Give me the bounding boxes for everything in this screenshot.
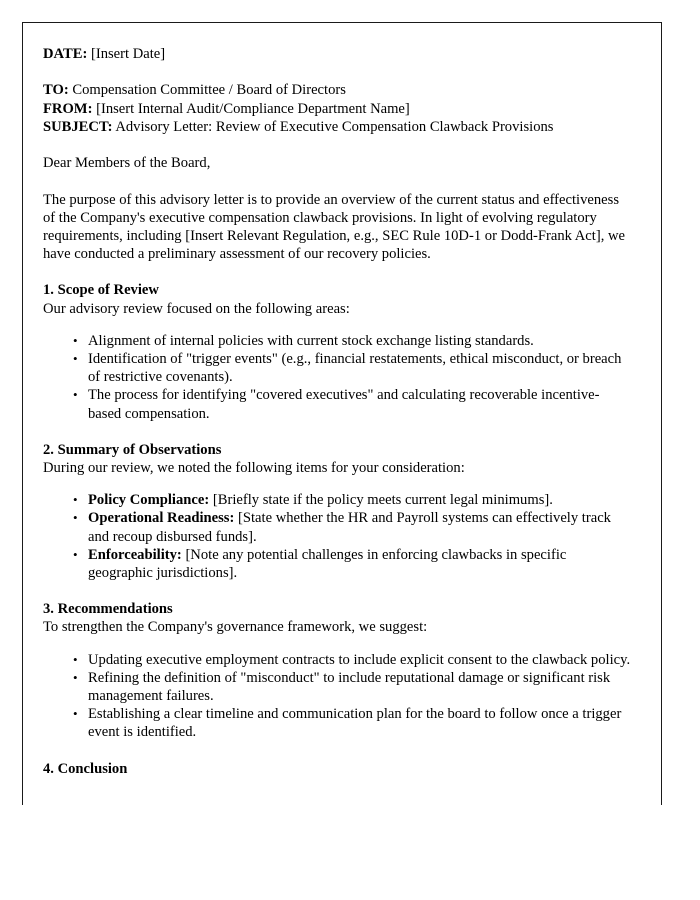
section-heading: 1. Scope of Review [43, 282, 159, 299]
bullet-item [43, 491, 631, 509]
subject-line [43, 118, 631, 136]
document-page [22, 22, 662, 805]
subject-value: Advisory Letter: Review of Executive Compensation Clawback Provisions [115, 118, 554, 135]
section-heading: 2. Summary of Observations [43, 441, 222, 458]
bullet-item [43, 509, 631, 545]
bullet-text: [Briefly state if the policy meets current legal minimums]. [212, 492, 553, 509]
section-heading: 4. Conclusion [43, 760, 128, 777]
bullet-text: Establishing a clear timeline and communication plan for the board to follow once a trigger event is identified. [88, 706, 622, 741]
section-intro: Our advisory review focused on the following areas: [43, 300, 350, 317]
to-line [43, 81, 631, 99]
to-value: Compensation Committee / Board of Directors [72, 82, 346, 99]
bullet-term: Enforceability: [88, 546, 182, 563]
from-label: FROM: [43, 100, 93, 117]
from-line [43, 100, 631, 118]
document-section [43, 600, 631, 741]
date-line [43, 45, 631, 63]
to-label: TO: [43, 82, 69, 99]
bullet-text: Refining the definition of "misconduct" to include reputational damage or significant risk management failures. [88, 669, 611, 705]
bullet-item [43, 705, 631, 741]
spacer-after-date [43, 63, 631, 81]
bullet-text: [Note any potential challenges in enforcing clawbacks in specific geographic jurisdictions]. [88, 546, 567, 582]
section-heading: 3. Recommendations [43, 601, 173, 618]
bullet-text: Alignment of internal policies with current stock exchange listing standards. [88, 332, 534, 349]
section-intro: To strengthen the Company's governance framework, we suggest: [43, 619, 428, 636]
intro-paragraph: The purpose of this advisory letter is to provide an overview of the current status and effectiveness of the Company's executive compensation clawback provisions. In light of evolving regulatory requirements, including [Insert Relevant Regulation, e.g., SEC Rule 10D-1 or Dodd-Frank Act], we have conducted a preliminary assessment of our recovery policies. [43, 191, 626, 263]
document-section [43, 760, 631, 778]
spacer-after-salutation [43, 172, 631, 190]
from-value: [Insert Internal Audit/Compliance Department Name] [96, 100, 410, 117]
bullet-item [43, 669, 631, 705]
bullet-item [43, 332, 631, 350]
bullet-text: The process for identifying "covered executives" and calculating recoverable incentive-based compensation. [88, 387, 600, 422]
bullet-item [43, 386, 631, 422]
bullet-list [43, 491, 631, 582]
date-label: DATE: [43, 46, 88, 62]
bullet-text: Updating executive employment contracts to include explicit consent to the clawback policy. [88, 651, 631, 668]
document-section [43, 441, 631, 582]
bullet-list [43, 651, 631, 742]
sections-container [43, 281, 631, 777]
bullet-term: Policy Compliance: [88, 492, 210, 509]
bullet-item [43, 651, 631, 669]
section-intro: During our review, we noted the following items for your consideration: [43, 460, 465, 477]
bullet-text: Identification of "trigger events" (e.g., financial restatements, ethical misconduct, or breach of restrictive covenants). [88, 351, 622, 386]
date-value: [Insert Date] [90, 46, 166, 62]
document-body [23, 23, 661, 778]
bullet-term: Operational Readiness: [88, 510, 235, 527]
bullet-text: [State whether the HR and Payroll systems can effectively track and recoup disbursed funds]. [88, 510, 611, 545]
document-section [43, 281, 631, 422]
bullet-list [43, 332, 631, 423]
salutation: Dear Members of the Board, [43, 155, 211, 172]
spacer-after-header [43, 136, 631, 154]
bullet-item [43, 546, 631, 582]
bullet-item [43, 350, 631, 386]
subject-label: SUBJECT: [43, 118, 113, 135]
